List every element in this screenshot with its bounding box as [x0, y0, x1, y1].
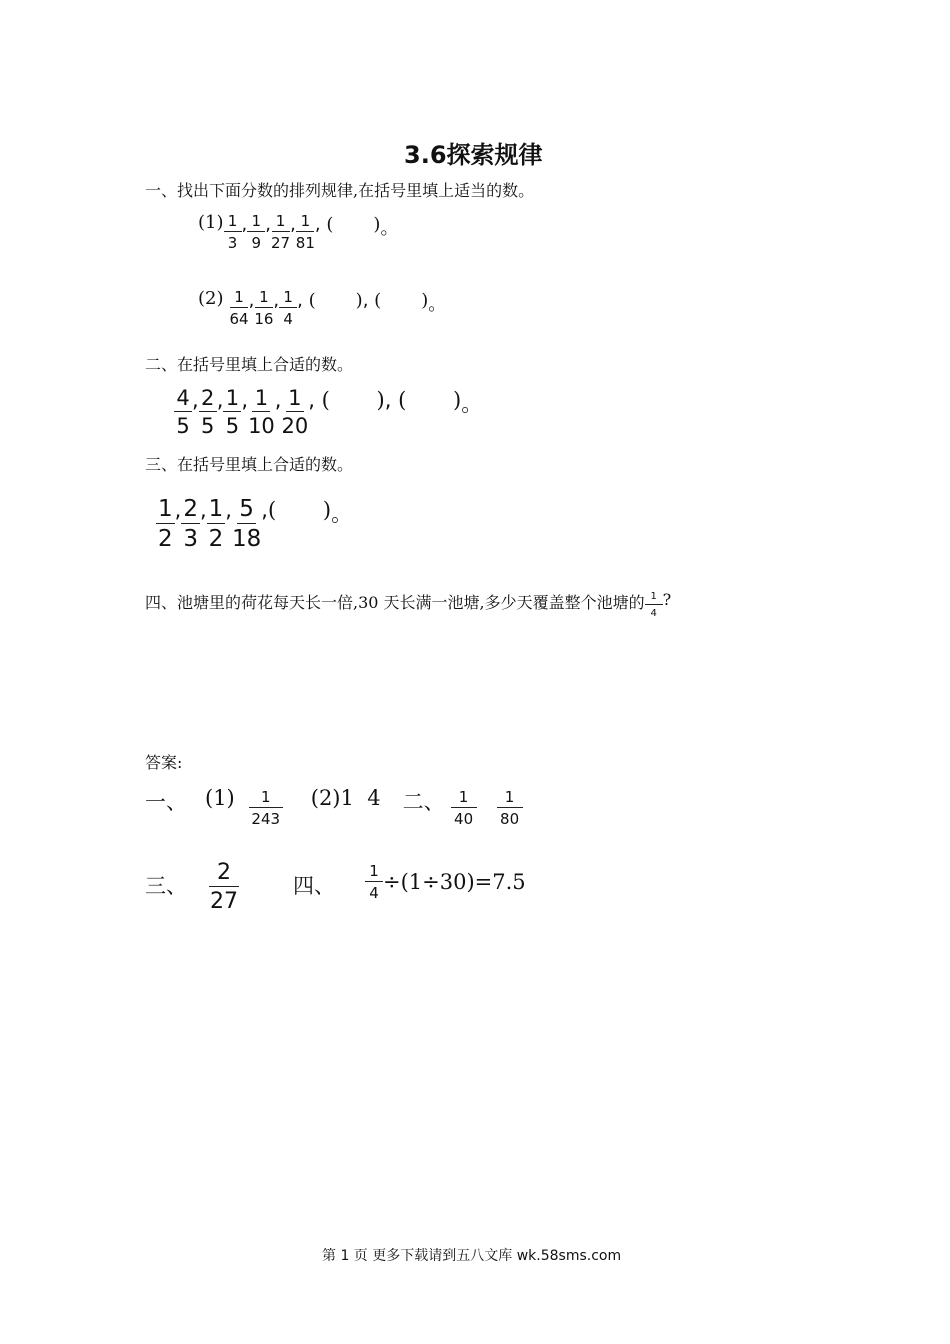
question-2-sequence: $\frac{4}{5}$ , $\frac{2}{5}$ , $\frac{1}{5}$ , $\frac{1}{10}$ , $\frac{1}{20}$ , ( ) , ( ) 。 — [174, 388, 482, 437]
answer-row-1 — [145, 786, 523, 827]
answer-blank: ( ) — [374, 290, 429, 311]
fraction: $\frac{1}{2}$ — [158, 496, 173, 552]
answer-2-label: 二、 — [402, 790, 445, 814]
fraction: $\frac{1}{81}$ — [295, 212, 315, 252]
page-footer: 第 1 页 更多下载请到五八文库 wk.58sms.com — [322, 1248, 622, 1264]
fraction: $\frac{2}{3}$ — [183, 496, 198, 552]
period: 。 — [461, 392, 483, 416]
answer-1-part-1: (1) — [205, 786, 235, 810]
part-1-label: (1) — [198, 212, 224, 233]
answer-1-part-2: (2)1 4 — [310, 786, 381, 810]
period: 。 — [428, 294, 447, 315]
answer-4-expression: ÷(1÷30)=7.5 — [383, 870, 526, 894]
fraction: $\frac{1}{2}$ — [208, 496, 224, 552]
fraction: $\frac{2}{27}$ — [210, 860, 238, 914]
fraction: $\frac{4}{5}$ — [174, 388, 192, 437]
answer-blank: ( ) — [267, 498, 332, 522]
question-1-part-1: (1) $\frac{1}{3}$ , $\frac{1}{9}$ , $\frac{1}{27}$ , $\frac{1}{81}$ , ( ) 。 — [198, 212, 399, 252]
question-3-sequence: $\frac{1}{2}$ , $\frac{2}{3}$ , $\frac{1}{2}$ , $\frac{5}{18}$ , ( ) 。 — [158, 496, 353, 552]
question-1-prompt: 一、找出下面分数的排列规律,在括号里填上适当的数。 — [145, 181, 535, 200]
period: 。 — [380, 218, 399, 239]
fraction: $\frac{1}{20}$ — [281, 386, 309, 438]
answer-row-2 — [145, 862, 526, 913]
fraction: $\frac{1}{16}$ — [254, 288, 274, 328]
fraction: $\frac{2}{5}$ — [199, 388, 217, 437]
answer-blank: ( ) — [308, 290, 363, 311]
fraction: $\frac{1}{4}$ — [365, 864, 383, 901]
answer-blank: ( ) — [321, 388, 385, 412]
fraction: $\frac{1}{4}$ — [279, 290, 297, 327]
fraction: $\frac{1}{4}$ — [645, 592, 663, 619]
part-2-label: (2) — [198, 288, 224, 309]
answer-1-label: 一、 — [145, 790, 187, 814]
answer-4-label: 四、 — [293, 874, 335, 898]
question-4-prompt: 四、池塘里的荷花每天长一倍,30 天长满一池塘,多少天覆盖整个池塘的 — [145, 593, 645, 612]
fraction: $\frac{1}{9}$ — [247, 214, 265, 251]
answer-blank: ( ) — [326, 214, 381, 235]
fraction: $\frac{1}{5}$ — [223, 388, 241, 437]
fraction: $\frac{1}{80}$ — [497, 790, 523, 827]
question-2-prompt: 二、在括号里填上合适的数。 — [145, 355, 354, 374]
fraction: $\frac{1}{64}$ — [229, 288, 249, 328]
fraction: $\frac{1}{10}$ — [248, 386, 275, 438]
fraction: $\frac{1}{40}$ — [451, 790, 477, 827]
question-3-prompt: 三、在括号里填上合适的数。 — [145, 455, 354, 474]
answers-heading: 答案: — [145, 753, 183, 772]
question-mark: ? — [662, 590, 672, 609]
fraction: $\frac{1}{3}$ — [224, 214, 242, 251]
answer-blank: ( ) — [398, 388, 462, 412]
answer-3-label: 三、 — [145, 874, 187, 898]
question-4 — [145, 590, 671, 619]
page-title: 3.6探索规律 — [404, 141, 543, 169]
period: 。 — [331, 502, 353, 526]
fraction: $\frac{1}{27}$ — [270, 212, 291, 252]
fraction: $\frac{1}{243}$ — [249, 790, 283, 827]
question-1-part-2: (2) $\frac{1}{64}$ , $\frac{1}{16}$ , $\frac{1}{4}$ , ( ) , ( ) 。 — [198, 288, 447, 328]
fraction: $\frac{5}{18}$ — [231, 496, 262, 552]
